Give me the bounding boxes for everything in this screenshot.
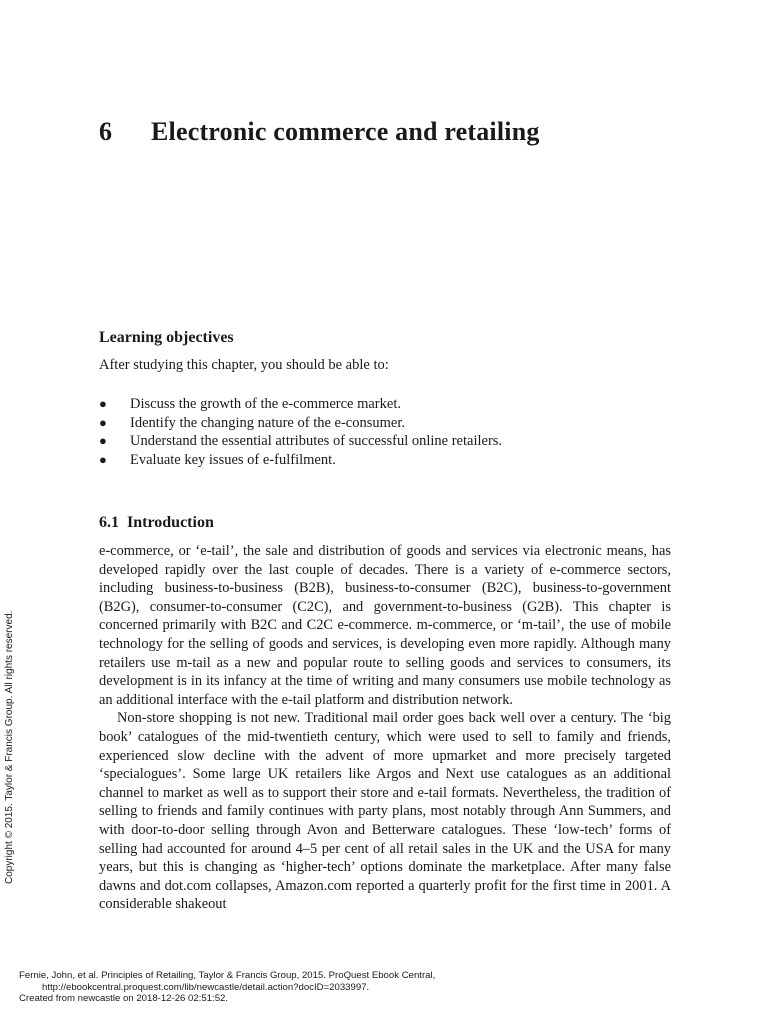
bullet-icon: ● — [99, 433, 107, 448]
section-body — [99, 542, 671, 914]
copyright-notice: Copyright © 2015. Taylor & Francis Group. All rights reserved. — [4, 610, 15, 884]
bullet-icon: ● — [99, 414, 107, 430]
objective-text: Evaluate key issues of e-fulfilment. — [130, 451, 336, 468]
learning-objectives-heading: Learning objectives — [99, 329, 234, 346]
paragraph: e-commerce, or ‘e-tail’, the sale and distribution of goods and services via electronic means, has developed rapidly over the last couple of decades. There is a variety of e-commerce sectors, including business-to-business (B2B), business-to-consumer (B2C), business-to-government (B2G), consumer-to-consumer (C2C), and government-to-business (G2B). This chapter is concerned primarily with B2C and C2C e-commerce. m-commerce, or ‘m-tail’, the use of mobile technology for the selling of goods and services, is developing even more rapidly. Although many retailers use m-tail as a new and popular route to selling goods and services to consumers, its development is in its infancy at the time of writing and many consumers use mobile technology as an additional interface with the e-tail platform and distribution network. — [99, 543, 671, 708]
list-item — [99, 432, 502, 451]
learning-objectives-list — [99, 395, 502, 469]
chapter-title-text: Electronic commerce and retailing — [151, 117, 540, 146]
footer-url[interactable]: http://ebookcentral.proquest.com/lib/newcastle/detail.action?docID=2033997. — [42, 981, 370, 993]
paragraph: Non-store shopping is not new. Traditional mail order goes back well over a century. The ‘big book’ catalogues of the mid-twentieth century, which were used to sell to family and friends, experienced slow decline with the advent of more upmarket and more precisely targeted ‘specialogues’. Some large UK retailers like Argos and Next use catalogues as an additional channel to market as well as to support their store and e-tail formats. Nevertheless, the tradition of selling to friends and family continues with party plans, most notably through Ann Summers, and with door-to-door selling through Avon and Betterware catalogues. These ‘low-tech’ forms of selling had accounted for around 4–5 per cent of all retail sales in the UK and the USA for many years, but this is changing as ‘higher-tech’ options dominate the marketplace. After many false dawns and dot.com collapses, Amazon.com reported a quarterly profit for the first time in 2001. A considerable shakeout — [99, 710, 671, 913]
footer-line: Fernie, John, et al. Principles of Retailing, Taylor & Francis Group, 2015. ProQuest Ebook Central, — [19, 970, 436, 981]
section-title: Introduction — [127, 514, 214, 531]
objective-text: Understand the essential attributes of successful online retailers. — [130, 433, 503, 449]
section-heading — [99, 514, 214, 532]
objective-text: Identify the changing nature of the e-consumer. — [130, 414, 405, 431]
footer-line: Created from newcastle on 2018-12-26 02:51:52. — [19, 993, 229, 1004]
bullet-icon: ● — [99, 451, 107, 467]
objective-text: Discuss the growth of the e-commerce market. — [130, 396, 401, 412]
citation-footer — [19, 970, 435, 1005]
chapter-number: 6 — [99, 117, 113, 146]
bullet-icon: ● — [99, 396, 107, 411]
chapter-title — [99, 117, 540, 147]
learning-objectives-intro: After studying this chapter, you should be able to: — [99, 357, 389, 373]
list-item — [99, 414, 502, 433]
list-item — [99, 451, 502, 470]
list-item — [99, 395, 502, 414]
section-number: 6.1 — [99, 514, 119, 531]
